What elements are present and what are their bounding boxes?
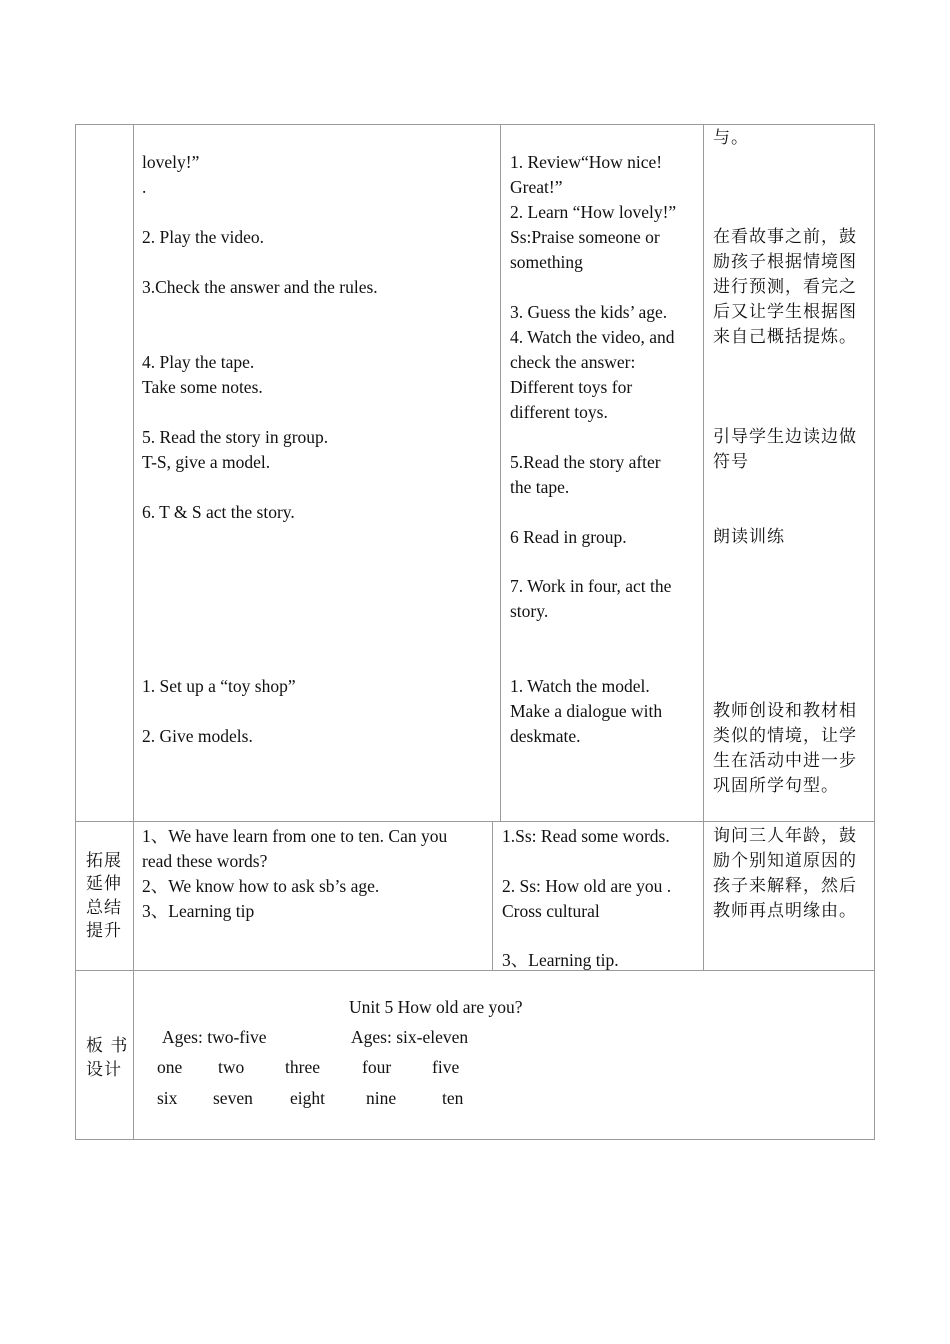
board-ages-left: Ages: two-five [162,1027,267,1047]
board-number-three: three [285,1057,320,1077]
board-number-four: four [362,1057,392,1077]
student-step-praise: Ss:Praise someone or [510,227,660,247]
student-step-watch-cont1: check the answer: [510,352,636,372]
teacher-step-check-answer: 3.Check the answer and the rules. [142,277,378,297]
extension-intent-1: 询问三人年龄，鼓 [713,826,857,846]
extension-student-2-cont: Cross cultural [502,901,600,921]
teacher-step-take-notes: Take some notes. [142,377,263,397]
student-step-work-in-four-cont: story. [510,601,549,621]
extension-intent-3: 孩子来解释，然后 [713,876,857,896]
student-step-work-in-four: 7. Work in four, act the [510,576,672,596]
board-number-six: six [157,1088,178,1108]
student-step-watch-model: 1. Watch the model. [510,676,650,696]
row2-column-divider-a [492,821,493,970]
extension-intent-4: 教师再点明缘由。 [713,901,857,921]
row-divider-2 [75,970,875,971]
row-divider-1 [75,821,875,822]
student-step-watch-cont2: Different toys for [510,377,633,397]
table-border-top [75,124,875,125]
row1-column-divider-b [703,124,704,821]
intent-situation-2: 类似的情境，让学 [713,726,857,746]
row1-column-divider-a [500,124,501,821]
extension-teacher-1: 1、We have learn from one to ten. Can you [142,826,448,846]
section-label-extension-3: 总结 [86,898,122,918]
board-title: Unit 5 How old are you? [349,997,523,1017]
extension-student-1: 1.Ss: Read some words. [502,826,670,846]
student-step-read-in-group: 6 Read in group. [510,527,627,547]
student-step-watch: 4. Watch the video, and [510,327,675,347]
intent-mark-2: 符号 [713,452,749,472]
student-step-read-after-tape: 5.Read the story after [510,452,661,472]
board-number-nine: nine [366,1088,397,1108]
extension-teacher-2: 2、We know how to ask sb’s age. [142,876,380,896]
teacher-step-give-model: T-S, give a model. [142,452,271,472]
extension-student-2: 2. Ss: How old are you . [502,876,672,896]
teacher-step-play-video: 2. Play the video. [142,227,264,247]
board-number-seven: seven [213,1088,253,1108]
student-step-review: 1. Review“How nice! [510,152,663,172]
board-number-ten: ten [442,1088,464,1108]
board-number-five: five [432,1057,460,1077]
intent-predict-3: 进行预测，看完之 [713,277,857,297]
student-step-dialogue: Make a dialogue with [510,701,663,721]
extension-student-3: 3、Learning tip. [502,950,619,970]
board-number-one: one [157,1057,183,1077]
teacher-step-act-story: 6. T & S act the story. [142,502,295,522]
student-step-learn: 2. Learn “How lovely!” [510,202,677,222]
label-column-divider [133,124,134,1140]
board-number-eight: eight [290,1088,325,1108]
intent-predict-4: 后又让学生根据图 [713,302,857,322]
intent-situation-3: 生在活动中进一步 [713,751,857,771]
section-label-board-1: 板 书 [86,1036,129,1056]
intent-situation-4: 巩固所学句型。 [713,776,839,796]
table-border-right [874,124,875,1140]
intent-predict-1: 在看故事之前，鼓 [713,227,857,247]
section-label-extension-1: 拓展 [86,851,122,871]
teacher-step-play-tape: 4. Play the tape. [142,352,255,372]
teacher-step-give-models: 2. Give models. [142,726,253,746]
board-number-two: two [218,1057,245,1077]
extension-teacher-3: 3、Learning tip [142,901,255,921]
student-step-watch-cont3: different toys. [510,402,608,422]
row2-column-divider-b [703,821,704,970]
section-label-board-2: 设计 [86,1060,122,1080]
extension-teacher-1-cont: read these words? [142,851,268,871]
section-label-extension-2: 延伸 [86,874,122,894]
intent-reading: 朗读训练 [713,527,785,547]
teacher-step-dot: . [142,177,147,197]
student-step-praise-cont: something [510,252,583,272]
intent-situation-1: 教师创设和教材相 [713,701,857,721]
teacher-step-read-story: 5. Read the story in group. [142,427,329,447]
intent-top-fragment: 与。 [713,128,749,148]
intent-predict-5: 来自己概括提炼。 [713,327,857,347]
student-step-read-after-tape-cont: the tape. [510,477,570,497]
section-label-extension-4: 提升 [86,921,122,941]
table-border-left [75,124,76,1140]
intent-predict-2: 励孩子根据情境图 [713,252,857,272]
extension-intent-2: 励个别知道原因的 [713,851,857,871]
intent-mark-1: 引导学生边读边做 [713,427,857,447]
student-step-guess-age: 3. Guess the kids’ age. [510,302,668,322]
table-border-bottom [75,1139,875,1140]
board-ages-right: Ages: six-eleven [351,1027,469,1047]
student-step-dialogue-cont: deskmate. [510,726,581,746]
student-step-review-cont: Great!” [510,177,563,197]
teacher-step-toy-shop: 1. Set up a “toy shop” [142,676,296,696]
teacher-step-lovely: lovely!” [142,152,200,172]
